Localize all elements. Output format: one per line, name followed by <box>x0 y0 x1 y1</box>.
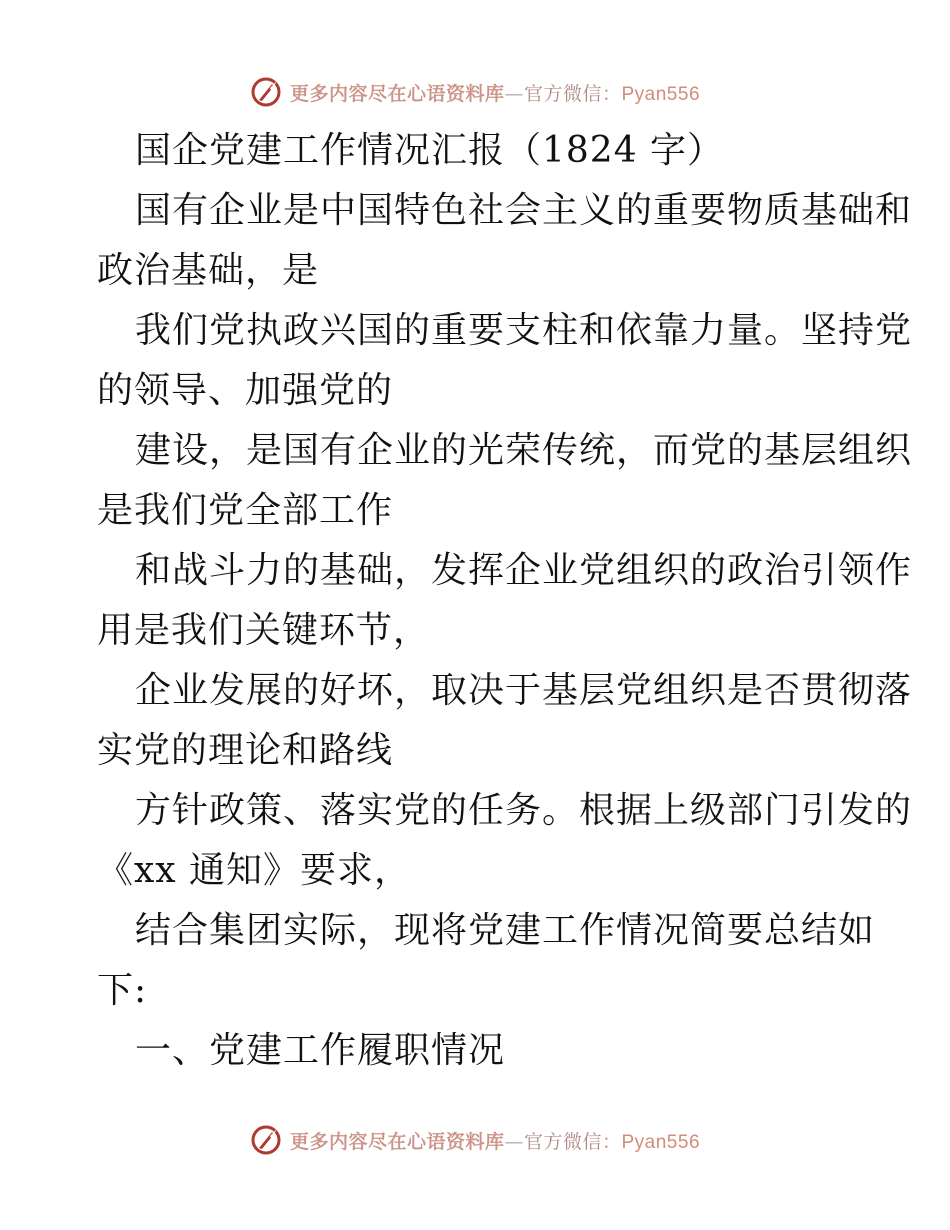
paragraph-line: 的领导、加强党的 <box>97 370 394 411</box>
paragraph-line: 国有企业是中国特色社会主义的重要物质基础和 <box>135 190 913 231</box>
paragraph-line: 《xx 通知》要求， <box>97 850 412 891</box>
footer-dash: — <box>504 1130 524 1153</box>
paragraph-line: 方针政策、落实党的任务。根据上级部门引发的 <box>135 790 913 831</box>
quill-logo-icon <box>250 76 282 108</box>
document-body <box>97 121 913 1081</box>
paragraph-line: 建设，是国有企业的光荣传统，而党的基层组织 <box>135 430 913 471</box>
header-watermark <box>0 72 950 112</box>
header-main-text: 更多内容尽在心语资料库 <box>289 82 505 105</box>
paragraph-line: 用是我们关键环节， <box>97 610 431 651</box>
section-heading: 一、党建工作履职情况 <box>135 1030 506 1071</box>
header-dash: — <box>504 82 524 105</box>
quill-logo-icon <box>250 1124 282 1156</box>
paragraph-line: 是我们党全部工作 <box>97 490 394 531</box>
header-wechat-label: 官方微信： <box>523 82 622 105</box>
footer-watermark <box>0 1120 950 1160</box>
paragraph-line: 政治基础，是 <box>97 250 320 291</box>
header-handle: Pyan556 <box>621 83 701 105</box>
paragraph-line: 结合集团实际，现将党建工作情况简要总结如 <box>135 910 876 951</box>
footer-handle: Pyan556 <box>621 1131 701 1153</box>
footer-wechat-label: 官方微信： <box>523 1130 622 1153</box>
paragraph-line: 下: <box>97 970 148 1011</box>
footer-watermark-text <box>290 1127 700 1154</box>
paragraph-line: 我们党执政兴国的重要支柱和依靠力量。坚持党 <box>135 310 913 351</box>
header-watermark-text <box>290 79 700 106</box>
document-title: 国企党建工作情况汇报（1824 字） <box>135 130 725 171</box>
footer-main-text: 更多内容尽在心语资料库 <box>289 1130 505 1153</box>
paragraph-line: 和战斗力的基础，发挥企业党组织的政治引领作 <box>135 550 913 591</box>
paragraph-line: 实党的理论和路线 <box>97 730 394 771</box>
paragraph-line: 企业发展的好坏，取决于基层党组织是否贯彻落 <box>135 670 913 711</box>
